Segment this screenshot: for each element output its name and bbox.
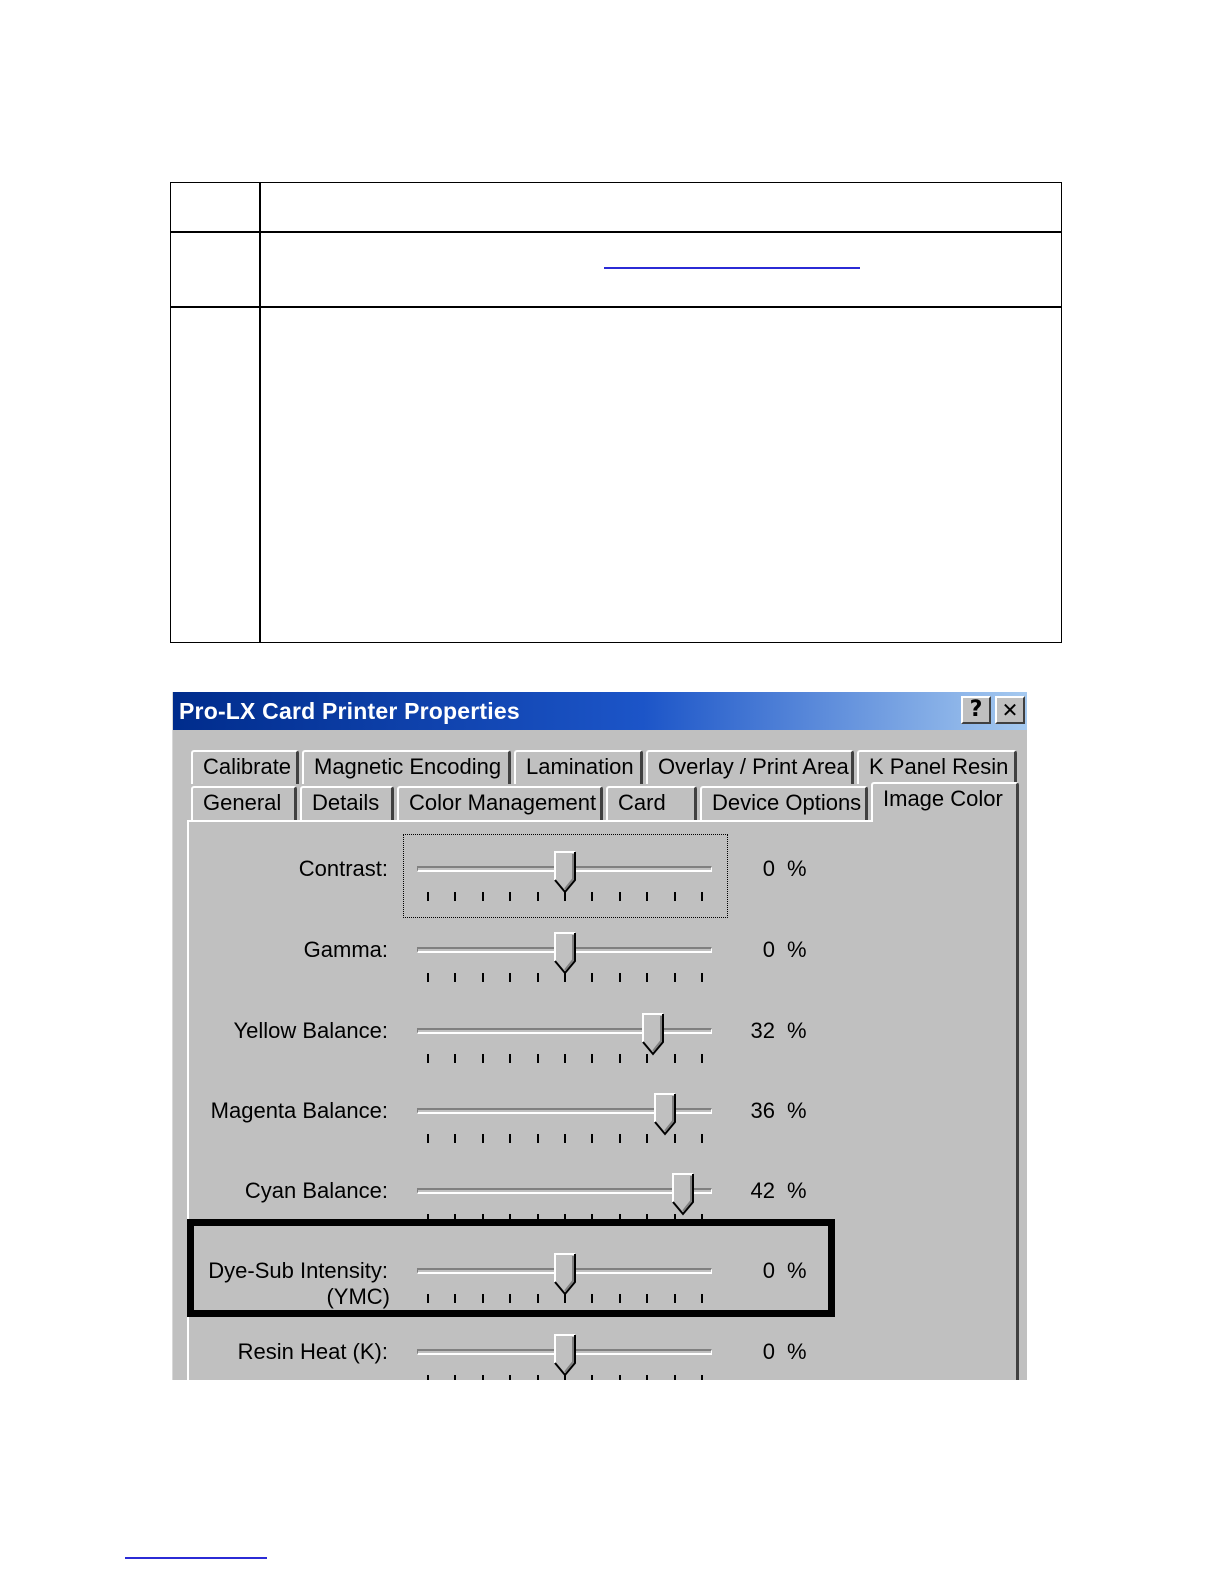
slider-row-resin-heat [173, 1337, 1027, 1380]
magenta-balance-slider-thumb[interactable] [653, 1092, 677, 1136]
tab-color-management[interactable]: Color Management [397, 786, 603, 820]
tick-mark [454, 1375, 456, 1380]
tick-mark [537, 1054, 539, 1063]
footer-link-underline[interactable] [125, 1557, 267, 1559]
tick-mark [454, 892, 456, 901]
table-row-divider [171, 306, 1061, 308]
dye-sub-intensity-label: Dye-Sub Intensity: [208, 1258, 388, 1283]
tick-mark [701, 973, 703, 982]
yellow-balance-value: 32 [750, 1018, 775, 1043]
contrast-slider-thumb[interactable] [553, 850, 577, 894]
tick-mark [482, 1375, 484, 1380]
slider-row-gamma [173, 935, 1027, 1005]
tick-mark [509, 973, 511, 982]
tick-mark [619, 973, 621, 982]
tab-k-panel-resin[interactable]: K Panel Resin [857, 750, 1017, 784]
tick-mark [454, 1134, 456, 1143]
tick-mark [509, 1375, 511, 1380]
dye-sub-intensity-label-line2: (YMC) [326, 1284, 390, 1309]
tick-mark [619, 892, 621, 901]
instruction-table [170, 182, 1062, 643]
tick-mark [701, 1134, 703, 1143]
tab-general[interactable]: General [191, 786, 297, 820]
tick-mark [646, 1375, 648, 1380]
tick-mark [591, 1134, 593, 1143]
printer-properties-dialog [172, 692, 1027, 1380]
tick-mark [591, 1054, 593, 1063]
cyan-balance-value: 42 [750, 1178, 775, 1203]
tick-mark [537, 1375, 539, 1380]
tick-mark [619, 1054, 621, 1063]
contrast-value: 0 [762, 856, 775, 881]
tab-lamination[interactable]: Lamination [514, 750, 643, 784]
yellow-balance-unit: % [787, 1018, 807, 1043]
tab-calibrate[interactable]: Calibrate [191, 750, 299, 784]
hyperlink-underline[interactable] [604, 267, 860, 269]
tab-details[interactable]: Details [300, 786, 394, 820]
magenta-balance-unit: % [787, 1098, 807, 1123]
tick-mark [509, 1134, 511, 1143]
tick-mark [537, 892, 539, 901]
tick-mark [482, 973, 484, 982]
tick-mark [482, 892, 484, 901]
tick-mark [564, 1134, 566, 1143]
tick-mark [591, 1375, 593, 1380]
tick-mark [701, 892, 703, 901]
tick-mark [427, 1134, 429, 1143]
dialog-title: Pro-LX Card Printer Properties [179, 698, 520, 724]
dye-sub-intensity-value: 0 [762, 1258, 775, 1283]
slider-row-yellow-balance [173, 1016, 1027, 1086]
resin-heat-value: 0 [762, 1339, 775, 1364]
tick-mark [509, 1054, 511, 1063]
yellow-balance-slider-thumb[interactable] [641, 1012, 665, 1056]
gamma-label: Gamma: [303, 937, 388, 962]
tick-mark [619, 1375, 621, 1380]
tick-mark [482, 1054, 484, 1063]
cyan-balance-slider-track[interactable] [417, 1188, 712, 1194]
resin-heat-slider-thumb[interactable] [553, 1333, 577, 1377]
tick-mark [646, 892, 648, 901]
highlight-callout-box [187, 1219, 835, 1317]
title-bar[interactable] [173, 692, 1027, 730]
yellow-balance-tick-marks [427, 1054, 707, 1064]
dye-sub-intensity-unit: % [787, 1258, 807, 1283]
cyan-balance-label: Cyan Balance: [244, 1178, 388, 1203]
tick-mark [427, 1375, 429, 1380]
tab-image-color[interactable]: Image Color [871, 782, 1019, 822]
tick-mark [454, 973, 456, 982]
slider-row-contrast [173, 854, 1027, 924]
tick-mark [537, 1134, 539, 1143]
tick-mark [509, 892, 511, 901]
tick-mark [591, 892, 593, 901]
table-row-divider [171, 231, 1061, 233]
tab-device-options[interactable]: Device Options [700, 786, 868, 820]
help-button[interactable]: ? [961, 696, 991, 724]
tick-mark [701, 1375, 703, 1380]
tick-mark [427, 1054, 429, 1063]
tick-mark [619, 1134, 621, 1143]
slider-row-magenta-balance [173, 1096, 1027, 1166]
tab-magnetic-encoding[interactable]: Magnetic Encoding [302, 750, 511, 784]
contrast-label: Contrast: [298, 856, 388, 881]
gamma-value: 0 [762, 937, 775, 962]
gamma-unit: % [787, 937, 807, 962]
cyan-balance-slider-thumb[interactable] [671, 1172, 695, 1216]
tick-mark [591, 973, 593, 982]
tick-mark [674, 1375, 676, 1380]
tick-mark [674, 1054, 676, 1063]
tick-mark [537, 973, 539, 982]
tick-mark [674, 892, 676, 901]
tick-mark [454, 1054, 456, 1063]
cyan-balance-unit: % [787, 1178, 807, 1203]
gamma-slider-thumb[interactable] [553, 931, 577, 975]
yellow-balance-label: Yellow Balance: [233, 1018, 388, 1043]
tick-mark [482, 1134, 484, 1143]
tick-mark [646, 1134, 648, 1143]
tick-mark [701, 1054, 703, 1063]
table-column-divider [259, 183, 261, 642]
tick-mark [427, 973, 429, 982]
resin-heat-unit: % [787, 1339, 807, 1364]
resin-heat-label: Resin Heat (K): [237, 1339, 388, 1364]
tab-overlay-print-area[interactable]: Overlay / Print Area [646, 750, 854, 784]
tick-mark [674, 973, 676, 982]
yellow-balance-slider-track[interactable] [417, 1028, 712, 1034]
tick-mark [646, 973, 648, 982]
close-button[interactable]: ✕ [995, 696, 1025, 724]
tab-card[interactable]: Card [606, 786, 697, 820]
magenta-balance-label: Magenta Balance: [210, 1098, 388, 1123]
tick-mark [427, 892, 429, 901]
magenta-balance-value: 36 [750, 1098, 775, 1123]
tick-mark [564, 1054, 566, 1063]
contrast-unit: % [787, 856, 807, 881]
